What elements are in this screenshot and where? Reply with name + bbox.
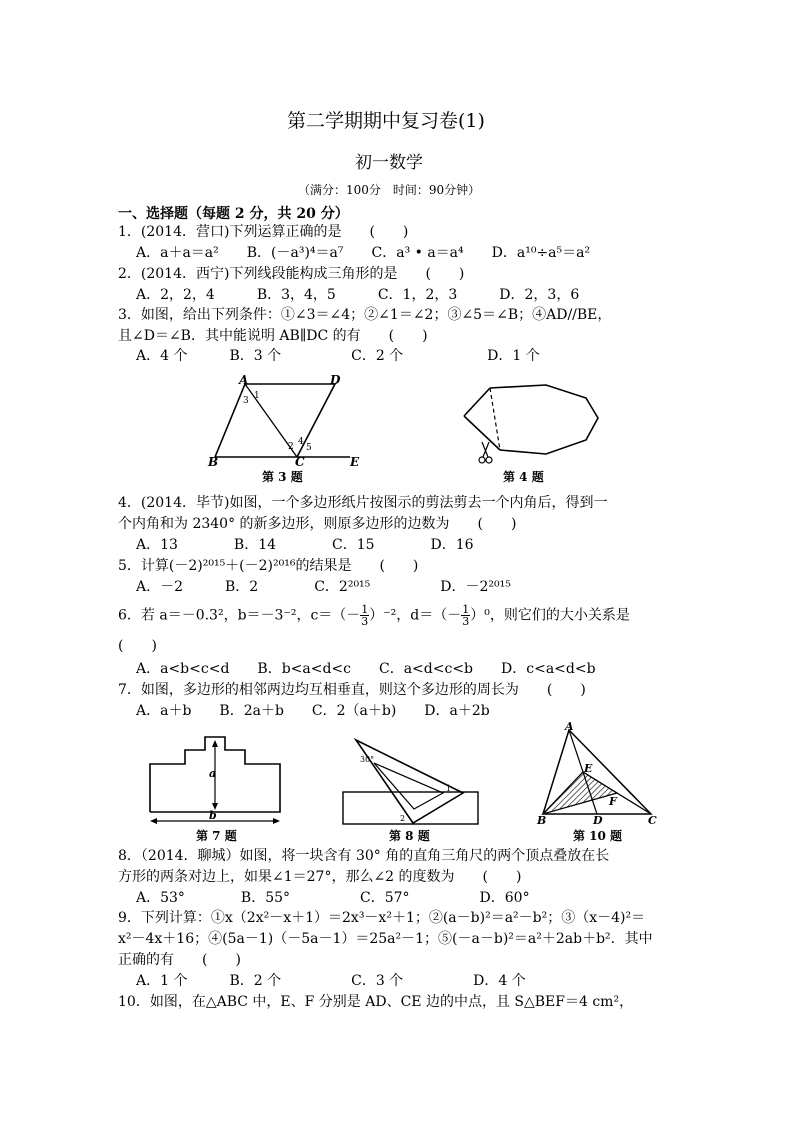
q9-line2: x²－4x＋16；④(5a－1)（－5a－1）＝25a²－1；⑤(－a－b)²＝a²＋2ab＋b²．其中 [118,931,653,947]
label-D: D [330,373,341,387]
figure-10-triangle [533,722,663,828]
svg-text:C: C [648,814,657,827]
q4-options: A．13 B．14 C．15 D．16 [136,537,474,553]
figure-10-caption: 第 10 题 [573,829,623,843]
figure-3-parallelogram [200,372,370,467]
q6-line2: ( ) [118,638,157,654]
figure-8-triangle-ruler [338,735,483,827]
fraction: $\frac{1}{3}$ [361,603,369,628]
fraction: $\frac{1}{3}$ [462,603,470,628]
q3-line1: 3．如图，给出下列条件：①∠3＝∠4；②∠1＝∠2；③∠5＝∠B；④AD//BE， [118,307,612,323]
label-E: E [350,455,360,467]
q2-stem: 2．(2014．西宁)下列线段能构成三角形的是 ( ) [118,266,465,282]
q4-line2: 个内角和为 2340° 的新多边形，则原多边形的边数为 ( ) [118,516,517,532]
figure-3-caption: 第 3 题 [262,470,303,484]
q9-line1: 9．下列计算：①x（2x²－x＋1）＝2x³－x²＋1；②(a－b)²＝a²－b²；③（x－4)²＝ [118,910,646,926]
q9-line3: 正确的有 ( ) [118,952,241,968]
label-C: C [295,455,305,467]
q1-options: A．a＋a＝a² B．(－a³)⁴＝a⁷ C．a³ • a＝a⁴ D．a¹⁰÷a⁵＝a² [136,245,591,261]
q7-options: A．a＋b B．2a＋b C．2（a＋b) D．a＋2b [136,703,490,719]
q5-options: A．－2 B．2 C．2²⁰¹⁵ D．－2²⁰¹⁵ [136,579,511,595]
svg-text:D: D [593,814,603,827]
svg-text:F: F [609,795,617,808]
exam-info: （满分：100分 时间：90分钟） [298,183,481,197]
subject-title: 初一数学 [355,153,423,173]
svg-text:30°: 30° [360,755,375,764]
svg-text:5: 5 [306,443,312,453]
q8-line2: 方形的两条对边上，如果∠1＝27°，那么∠2 的度数为 ( ) [118,869,522,885]
q6-line1: 6．若 a＝－0.3²，b＝－3⁻²，c＝（－ $\frac{1}{3}$ ）⁻²，d＝（－ $\frac{1}{3}$ ）⁰，则它们的大小关系是 [118,603,630,628]
figure-4-caption: 第 4 题 [503,470,544,484]
section-heading: 一、选择题（每题 2 分，共 20 分） [118,206,349,222]
page-title: 第二学期期中复习卷(1) [287,110,485,132]
svg-text:b: b [209,809,217,822]
figure-7-caption: 第 7 题 [196,829,237,843]
svg-text:1: 1 [446,784,452,793]
svg-text:4: 4 [298,437,304,447]
svg-text:E: E [584,762,593,775]
q6-options: A．a<b<c<d B．b<a<d<c C．a<d<c<b D．c<a<d<b [136,661,596,677]
svg-text:a: a [209,767,217,780]
q3-options: A．4 个 B．3 个 C．2 个 D．1 个 [136,348,540,364]
svg-text:1: 1 [254,391,260,401]
q2-options: A．2，2，4 B．3，4，5 C．1，2，3 D．2，3，6 [136,287,580,303]
svg-text:A: A [565,722,574,733]
q10-line1: 10．如图，在△ABC 中，E、F 分别是 AD、CE 边的中点，且 S△BEF＝4 cm²， [118,994,634,1010]
scissors-icon [479,442,492,463]
q1-stem: 1．(2014．营口)下列运算正确的是 ( ) [118,224,409,240]
svg-text:2: 2 [288,442,294,452]
q3-line2: 且∠D＝∠B．其中能说明 AB∥DC 的有 ( ) [118,328,428,344]
figure-7-stepped-polygon [145,732,285,828]
q8-line1: 8．（2014．聊城）如图，将一块含有 30° 角的直角三角尺的两个顶点叠放在长 [118,848,610,864]
svg-text:3: 3 [243,396,249,406]
q8-options: A．53° B．55° C．57° D．60° [136,890,530,906]
label-B: B [208,455,219,467]
figure-8-caption: 第 8 题 [389,829,430,843]
svg-text:2: 2 [400,814,406,823]
q5-stem: 5．计算(－2)²⁰¹⁵＋(－2)²⁰¹⁶的结果是 ( ) [118,558,419,574]
svg-text:B: B [537,814,547,827]
figure-4-polygon [458,378,608,468]
label-A: A [239,373,249,387]
q7-stem: 7．如图，多边形的相邻两边均互相垂直，则这个多边形的周长为 ( ) [118,682,586,698]
q9-options: A．1 个 B．2 个 C．3 个 D．4 个 [136,973,526,989]
q4-line1: 4．(2014．毕节)如图，一个多边形纸片按图示的剪法剪去一个内角后，得到一 [118,495,608,511]
